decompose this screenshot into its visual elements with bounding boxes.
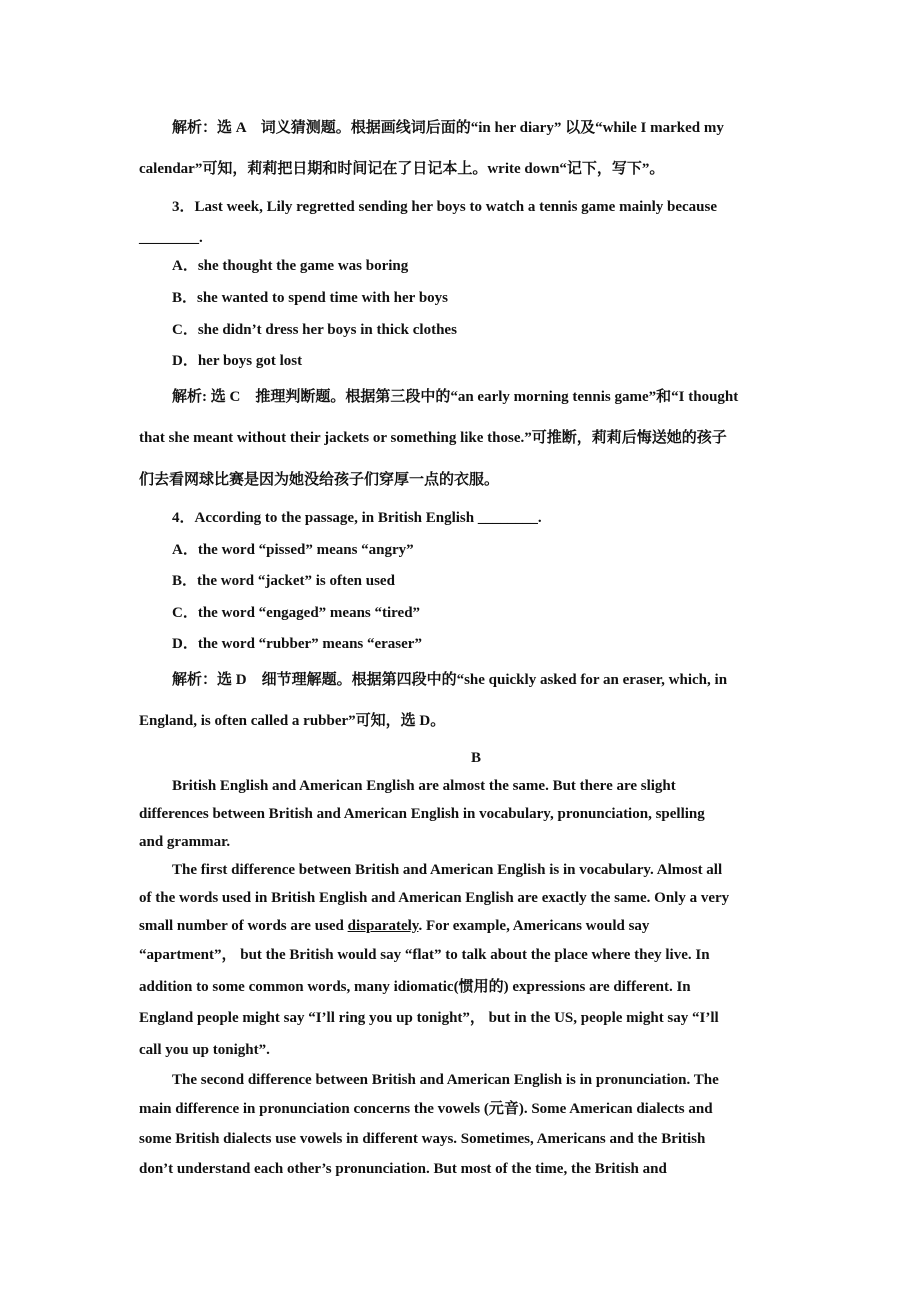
analysis-line: that she meant without their jackets or something like those.”可推断，莉莉后悔送她的孩子	[139, 430, 727, 446]
question-stem: 3．Last week, Lily regretted sending her boys to watch a tennis game mainly because	[172, 199, 717, 215]
paragraph-line: don’t understand each other’s pronunciation. But most of the time, the British and	[139, 1161, 667, 1177]
paragraph-line: England people might say “I’ll ring you up tonight”， but in the US, people might say “I’ll	[139, 1010, 719, 1026]
analysis-line: 们去看网球比赛是因为她没给孩子们穿厚一点的衣服。	[139, 472, 500, 488]
paragraph-line: call you up tonight”.	[139, 1042, 270, 1058]
option-a: A．she thought the game was boring	[172, 258, 409, 274]
paragraph-line: The second difference between British and American English is in pronunciation. The	[172, 1072, 719, 1088]
analysis-line: 解析：选 D 细节理解题。根据第四段中的“she quickly asked for an eraser, which, in	[172, 672, 728, 688]
section-heading: B	[470, 750, 481, 766]
option-c: C．she didn’t dress her boys in thick clothes	[172, 322, 457, 338]
question-stem: 4．According to the passage, in British English ________.	[172, 510, 542, 526]
analysis-line: 解析：选 A 词义猜测题。根据画线词后面的“in her diary” 以及“while I marked my	[172, 120, 724, 136]
option-d: D．the word “rubber” means “eraser”	[172, 636, 422, 652]
text-run: . For example, Americans would say	[418, 918, 650, 934]
analysis-line: England, is often called a rubber”可知，选 D。	[139, 713, 446, 729]
underlined-word: disparately	[347, 918, 419, 934]
paragraph-line: some British dialects use vowels in different ways. Sometimes, Americans and the British	[139, 1131, 706, 1147]
paragraph-line: differences between British and American English in vocabulary, pronunciation, spelling	[139, 806, 705, 822]
paragraph-line: The first difference between British and American English is in vocabulary. Almost all	[172, 862, 723, 878]
paragraph-line: and grammar.	[139, 834, 231, 850]
paragraph-line: “apartment”， but the British would say “flat” to talk about the place where they live. In	[139, 947, 710, 963]
analysis-line: calendar”可知，莉莉把日期和时间记在了日记本上。write down“记下，写下”。	[139, 161, 665, 177]
analysis-line: 解析: 选 C 推理判断题。根据第三段中的“an early morning tennis game”和“I thought	[172, 389, 739, 405]
paragraph-line: main difference in pronunciation concerns the vowels (元音). Some American dialects and	[139, 1101, 713, 1117]
paragraph-line: addition to some common words, many idiomatic(惯用的) expressions are different. In	[139, 979, 691, 995]
option-b: B．the word “jacket” is often used	[172, 573, 395, 589]
option-a: A．the word “pissed” means “angry”	[172, 542, 414, 558]
option-d: D．her boys got lost	[172, 353, 303, 369]
paragraph-line: British English and American English are almost the same. But there are slight	[172, 778, 676, 794]
paragraph-line: of the words used in British English and American English are exactly the same. Only a very	[139, 890, 730, 906]
paragraph-line	[139, 916, 649, 936]
question-blank: ________.	[139, 230, 203, 246]
option-b: B．she wanted to spend time with her boys	[172, 290, 448, 306]
text-run: small number of words are used	[139, 918, 348, 934]
option-c: C．the word “engaged” means “tired”	[172, 605, 421, 621]
